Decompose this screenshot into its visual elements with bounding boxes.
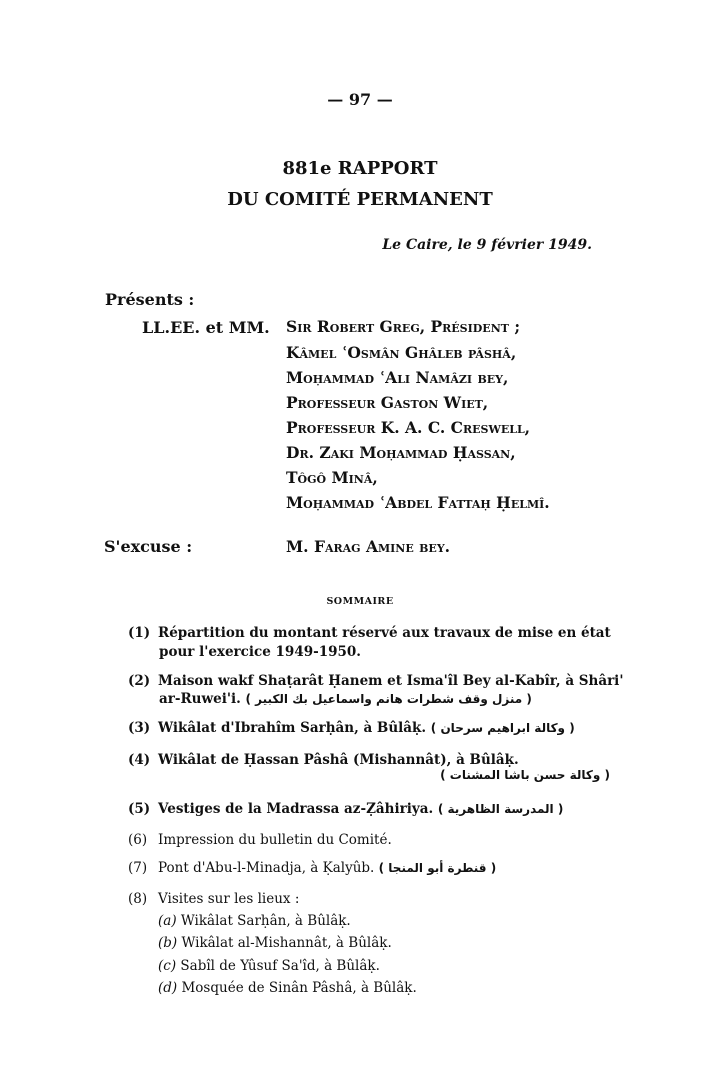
visit-letter: (c) [158,958,177,974]
member-7: Tôgô Minâ, [286,468,378,487]
visit-letter: (d) [158,980,178,996]
item-text: Répartition du montant réservé aux travaux de mise en état [158,625,611,641]
sommaire-heading: SOMMAIRE [326,596,394,607]
presents-label: Présents : [105,290,195,309]
member-4: Professeur Gaston Wiet, [286,393,489,412]
page-number: — 97 — [327,90,393,109]
item-text: Pont d'Abu-l-Minadja, à Ḳalyûb. [158,860,375,876]
visit-text: Mosquée de Sinân Pâshâ, à Bûlâḳ. [181,980,417,996]
visit-c [158,958,380,974]
agenda-item-3 [128,720,575,736]
agenda-item-1-cont: pour l'exercice 1949-1950. [159,644,361,660]
item-number: (4) [128,752,151,768]
visit-letter: (b) [158,935,178,951]
item-text: Maison wakf Shaṭarât Ḥanem et Isma'îl Bey al-Kabîr, à Shâri' [158,673,624,689]
item-number: (2) [128,673,151,689]
agenda-item-8 [128,891,299,907]
arabic-title: ( قنطرة أبو المنجا ) [378,861,497,875]
arabic-title: ( وكالة ابراهيم سرحان ) [430,721,575,735]
agenda-item-6 [128,832,392,848]
agenda-item-7 [128,860,496,876]
honorific: LL.EE. et MM. [142,318,270,337]
agenda-item-5 [128,801,563,817]
member-2: Kâmel ʿOsmân Ghâleb pâshâ, [286,343,517,362]
agenda-item-2 [128,673,623,689]
member-3: Moḥammad ʿAli Namâzi bey, [286,368,509,387]
excuse-label: S'excuse : [104,537,193,556]
item-text: Wikâlat d'Ibrahîm Sarḥân, à Bûlâḳ. [158,720,427,736]
item-number: (3) [128,720,151,736]
agenda-item-2-cont [159,691,532,707]
excused-member: M. Farag Amine bey. [286,537,451,556]
arabic-title: ( المدرسة الظاهرية ) [437,802,564,816]
item-number: (8) [128,891,148,907]
report-title: 881e RAPPORT [282,158,438,179]
agenda-item-4-arabic: ( وكالة حسن باشا المشنات ) [440,768,610,782]
member-5: Professeur K. A. C. Creswell, [286,418,531,437]
agenda-item-4 [128,752,519,768]
place-date: Le Caire, le 9 février 1949. [382,237,592,253]
item-number: (1) [128,625,151,641]
item-number: (5) [128,801,151,817]
visit-text: Wikâlat al-Mishannât, à Bûlâḳ. [181,935,392,951]
visit-a [158,913,351,929]
item-text: Impression du bulletin du Comité. [158,832,392,848]
visit-b [158,935,392,951]
item-number: (6) [128,832,148,848]
item-text: Visites sur les lieux : [158,891,300,907]
report-subtitle: DU COMITÉ PERMANENT [227,189,493,210]
item-text: Wikâlat de Ḥassan Pâshâ (Mishannât), à Bûlâḳ. [158,752,519,768]
visit-d [158,980,417,996]
member-8: Moḥammad ʿAbdel Fattaḥ Ḥelmî. [286,493,550,512]
arabic-title: ( منزل وقف شطرات هانم واسماعيل بك الكبير ) [245,692,532,706]
visit-text: Wikâlat Sarḥân, à Bûlâḳ. [180,913,351,929]
item-text-cont: ar-Ruwei'i. [159,691,241,707]
member-6: Dr. Zaki Moḥammad Ḥassan, [286,443,516,462]
member-1: Sir Robert Greg, Président ; [286,317,521,336]
visit-text: Sabîl de Yûsuf Sa'îd, à Bûlâḳ. [180,958,380,974]
visit-letter: (a) [158,913,177,929]
item-number: (7) [128,860,148,876]
item-text: Vestiges de la Madrassa az-Ẓâhiriya. [158,801,434,817]
agenda-item-1 [128,625,611,641]
